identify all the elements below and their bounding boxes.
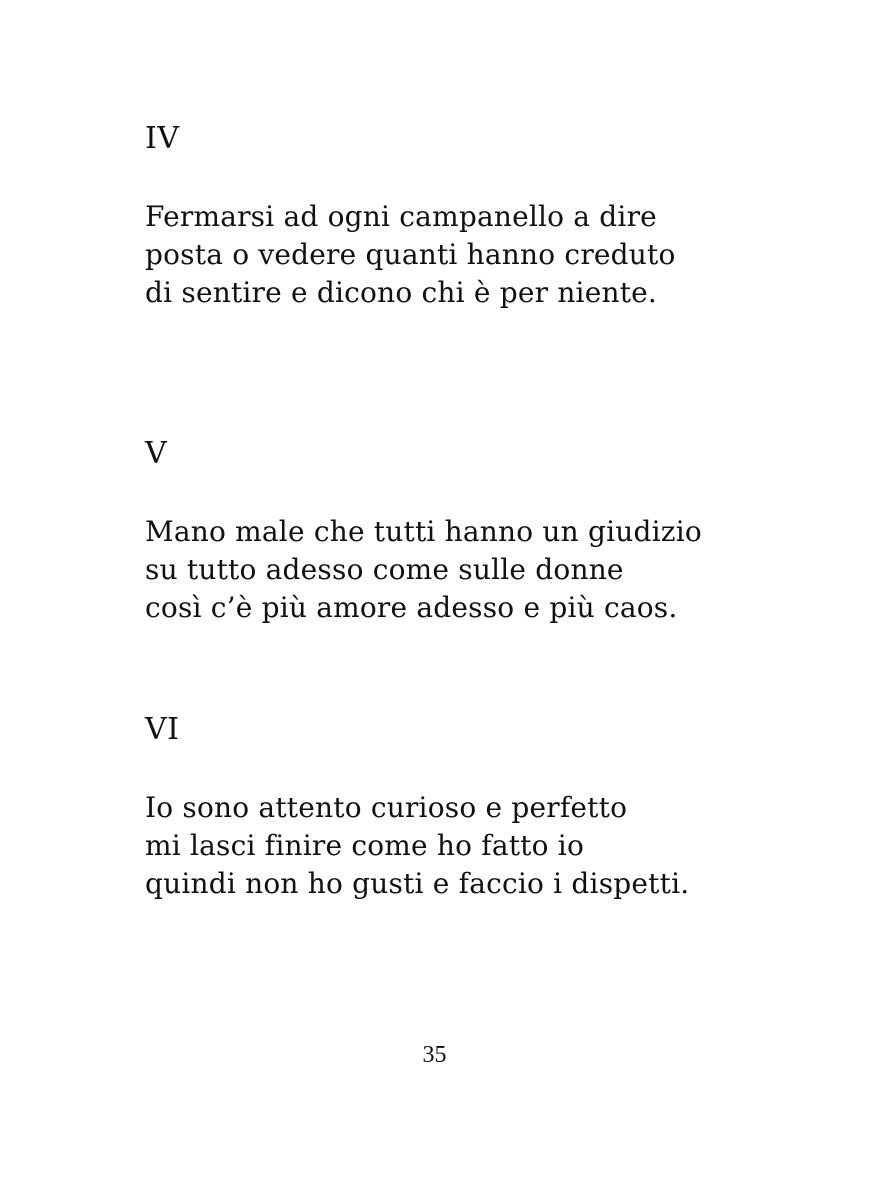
verse-line: mi lasci finire come ho fatto io [145, 829, 585, 862]
page-number: 35 [422, 1042, 447, 1068]
verse-line: su tutto adesso come sulle donne [145, 553, 624, 586]
section-numeral: IV [145, 121, 180, 156]
verse-line: così c’è più amore adesso e più caos. [145, 591, 678, 624]
verse-line: posta o vedere quanti hanno creduto [145, 238, 676, 271]
section-numeral: VI [145, 712, 180, 747]
verse-line: Io sono attento curioso e perfetto [145, 791, 628, 824]
section-numeral: V [145, 436, 168, 471]
stanza [145, 789, 689, 903]
stanza [145, 513, 702, 627]
verse-line: quindi non ho gusti e faccio i dispetti. [145, 867, 690, 900]
verse-line: Mano male che tutti hanno un giudizio [145, 515, 702, 548]
stanza [145, 198, 676, 312]
verse-line: di sentire e dicono chi è per niente. [145, 276, 658, 309]
verse-line: Fermarsi ad ogni campanello a dire [145, 200, 657, 233]
